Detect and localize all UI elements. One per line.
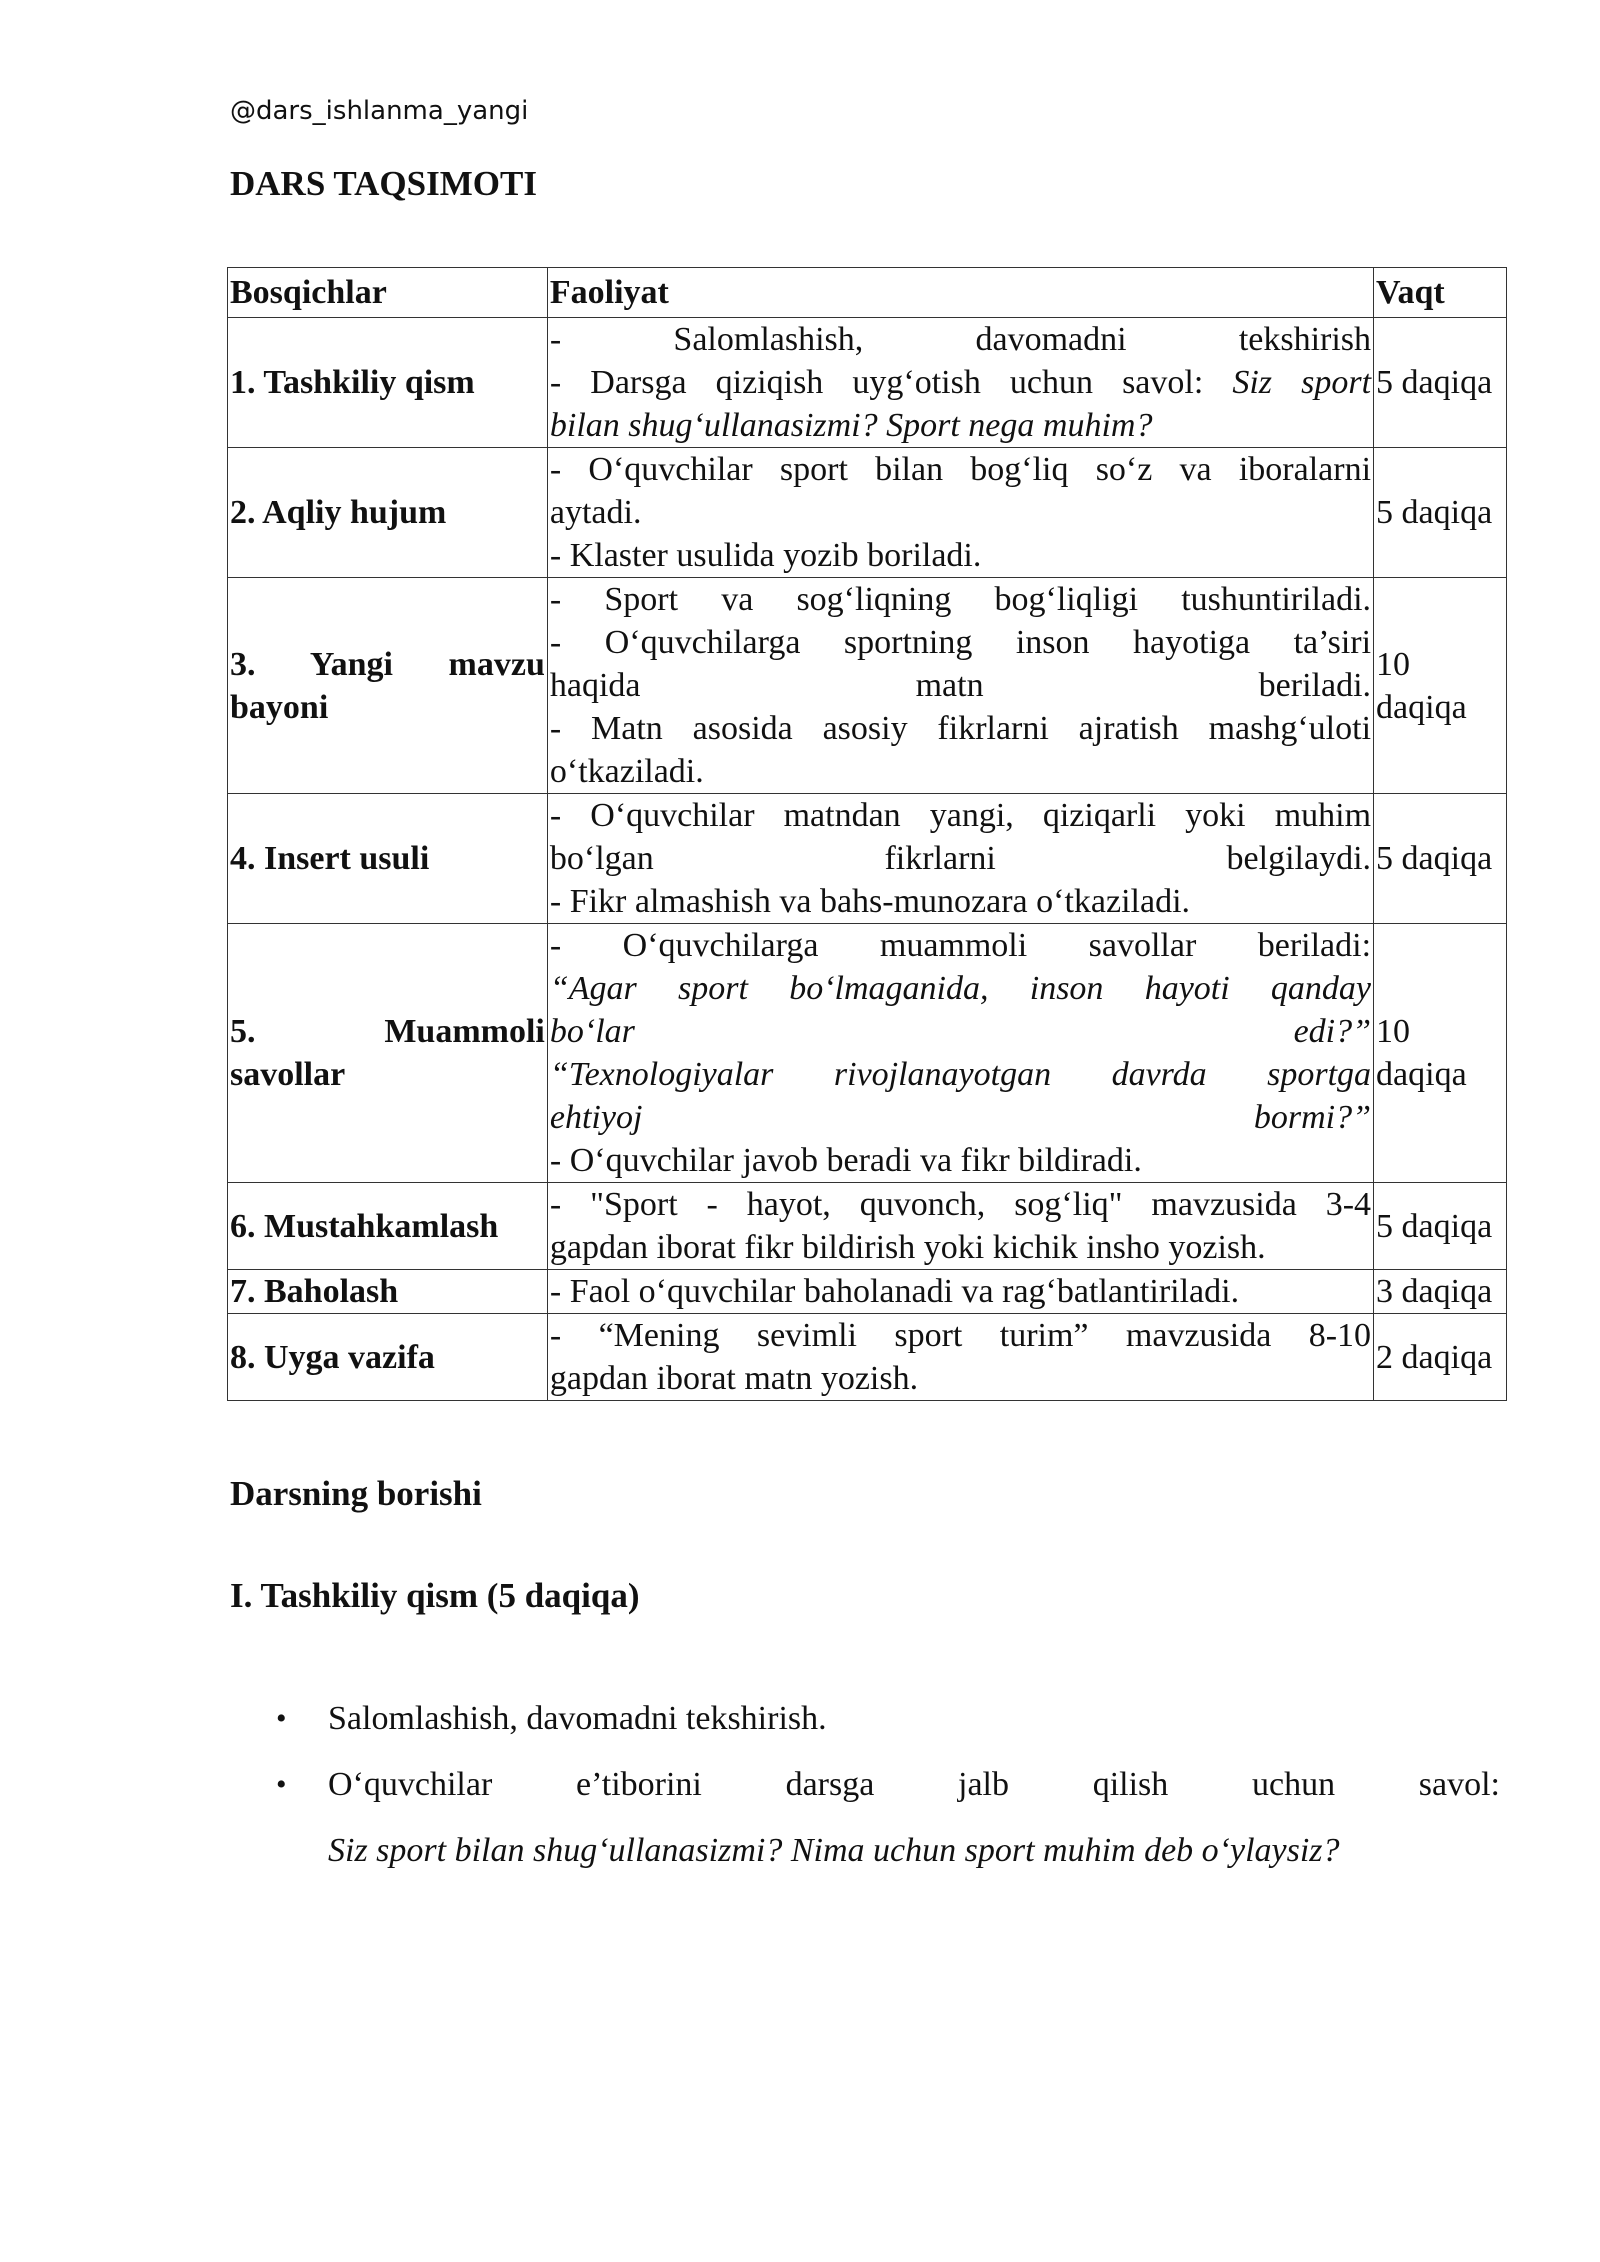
activity-line [550,1053,1371,1096]
stage-cell [228,794,548,924]
activity-italic-text: “Agar sport bo‘lmaganida, inson hayoti qanday [549,970,1372,1007]
activity-text: - Klaster usulida yozib boriladi. [549,537,982,574]
table-row [228,924,1507,1183]
activity-text: gapdan iborat fikr bildirish yoki kichik insho yozish. [549,1229,1266,1266]
activity-text: - Matn asosida asosiy fikrlarni ajratish mashg‘uloti [549,710,1372,747]
bullet-list [230,1686,1500,1884]
bullet-text: O‘quvchilar e’tiborini darsga jalb qilish uchun savol: [328,1766,1500,1803]
activity-text: - "Sport - hayot, quvonch, sog‘liq" mavzusida 3-4 [549,1186,1372,1223]
activity-cell [547,318,1373,448]
activity-text: - O‘quvchilar sport bilan bog‘liq so‘z va iboralarni [549,451,1372,488]
activity-line [550,1357,1371,1400]
activity-line [550,448,1371,491]
activity-italic-text: Siz sport [1232,364,1372,401]
table-row [228,1183,1507,1270]
bullet-dot-icon: • [276,1768,287,1801]
time-cell: 5 daqiqa [1374,794,1507,924]
watermark-handle: @dars_ishlanma_yangi [230,96,529,126]
activity-line [550,837,1371,880]
stage-cell [228,1314,548,1401]
activity-text: gapdan iborat matn yozish. [549,1360,919,1397]
column-header-time: Vaqt [1374,268,1507,318]
activity-line [550,318,1371,361]
time-cell: 10 daqiqa [1374,924,1507,1183]
activity-italic-text: “Texnologiyalar rivojlanayotgan davrda sportga [549,1056,1372,1093]
page-title: DARS TAQSIMOTI [230,164,537,203]
activity-text: bo‘lgan fikrlarni belgilaydi. [549,840,1372,877]
activity-cell [547,794,1373,924]
bullet-question-text: Siz sport bilan shug‘ullanasizmi? Nima uchun sport muhim deb o‘ylaysiz? [328,1832,1340,1869]
stage-label: 5. Muammoli savollar [230,1013,545,1093]
activity-cell [547,1183,1373,1270]
activity-line [550,1270,1371,1313]
table-row [228,1270,1507,1314]
activity-line [550,1226,1371,1269]
activity-text: - O‘quvchilar matndan yangi, qiziqarli yoki muhim [549,797,1372,834]
activity-line [550,880,1371,923]
lesson-plan-table [227,267,1507,1401]
stage-cell [228,448,548,578]
activity-text: - “Mening sevimli sport turim” mavzusida 8-10 [549,1317,1372,1354]
activity-line [550,750,1371,793]
activity-italic-text: ehtiyoj bormi?” [549,1099,1372,1136]
activity-text: aytadi. [549,494,642,531]
activity-line [550,924,1371,967]
activity-line [550,534,1371,577]
stage-label: 2. Aqliy hujum [230,494,447,531]
activity-text: - O‘quvchilar javob beradi va fikr bildiradi. [549,1142,1142,1179]
activity-cell [547,1314,1373,1401]
stage-cell [228,1270,548,1314]
time-cell: 2 daqiqa [1374,1314,1507,1401]
time-cell: 5 daqiqa [1374,448,1507,578]
subsection-heading: I. Tashkiliy qism (5 daqiqa) [230,1576,640,1615]
activity-cell [547,924,1373,1183]
stage-label: 7. Baholash [230,1273,399,1310]
activity-cell [547,448,1373,578]
table-row [228,448,1507,578]
table-row [228,794,1507,924]
activity-line [550,1096,1371,1139]
activity-line [550,491,1371,534]
stage-label: 4. Insert usuli [230,840,430,877]
stage-cell [228,1183,548,1270]
time-cell: 5 daqiqa [1374,318,1507,448]
activity-text: o‘tkaziladi. [549,753,704,790]
stage-label: 3. Yangi mavzu bayoni [230,645,545,726]
column-header-activity: Faoliyat [547,268,1373,318]
activity-line [550,621,1371,664]
list-item [230,1686,1500,1752]
stage-cell [228,578,548,794]
table-header-row [228,268,1507,318]
time-cell: 3 daqiqa [1374,1270,1507,1314]
table-row [228,578,1507,794]
activity-line [550,794,1371,837]
activity-line [550,1139,1371,1182]
table-row [228,318,1507,448]
activity-text: - Sport va sog‘liqning bog‘liqligi tushuntiriladi. [549,581,1372,618]
list-item [230,1752,1500,1884]
stage-label: 8. Uyga vazifa [230,1338,435,1376]
activity-line [550,1010,1371,1053]
activity-line [550,578,1371,621]
activity-cell [547,578,1373,794]
stage-label: 6. Mustahkamlash [230,1207,499,1245]
activity-text: - O‘quvchilarga muammoli savollar beriladi: [549,927,1372,964]
time-cell: 5 daqiqa [1374,1183,1507,1270]
stage-label: 1. Tashkiliy qism [230,364,475,401]
activity-line [550,664,1371,707]
table-row [228,1314,1507,1401]
section-heading: Darsning borishi [230,1474,482,1513]
activity-cell [547,1270,1373,1314]
bullet-text: Salomlashish, davomadni tekshirish. [328,1700,827,1737]
activity-line [550,1183,1371,1226]
bullet-dot-icon: • [276,1702,287,1735]
column-header-stages: Bosqichlar [228,268,548,318]
stage-cell [228,924,548,1183]
activity-text: - Fikr almashish va bahs-munozara o‘tkaziladi. [549,883,1191,920]
stage-cell [228,318,548,448]
activity-line [550,1314,1371,1357]
activity-text: haqida matn beriladi. [549,667,1372,704]
table-body [228,318,1507,1401]
activity-line [550,707,1371,750]
activity-italic-text: bilan shug‘ullanasizmi? Sport nega muhim? [549,407,1153,444]
activity-text: - O‘quvchilarga sportning inson hayotiga ta’siri [549,624,1372,661]
activity-text: - Darsga qiziqish uyg‘otish uchun savol: [549,364,1233,401]
activity-text: - Salomlashish, davomadni tekshirish [549,321,1372,358]
time-cell: 10 daqiqa [1374,578,1507,794]
activity-text: - Faol o‘quvchilar baholanadi va rag‘batlantiriladi. [549,1273,1240,1310]
activity-line [550,361,1371,404]
activity-line [550,967,1371,1010]
activity-italic-text: bo‘lar edi?” [549,1013,1372,1050]
activity-line [550,404,1371,447]
